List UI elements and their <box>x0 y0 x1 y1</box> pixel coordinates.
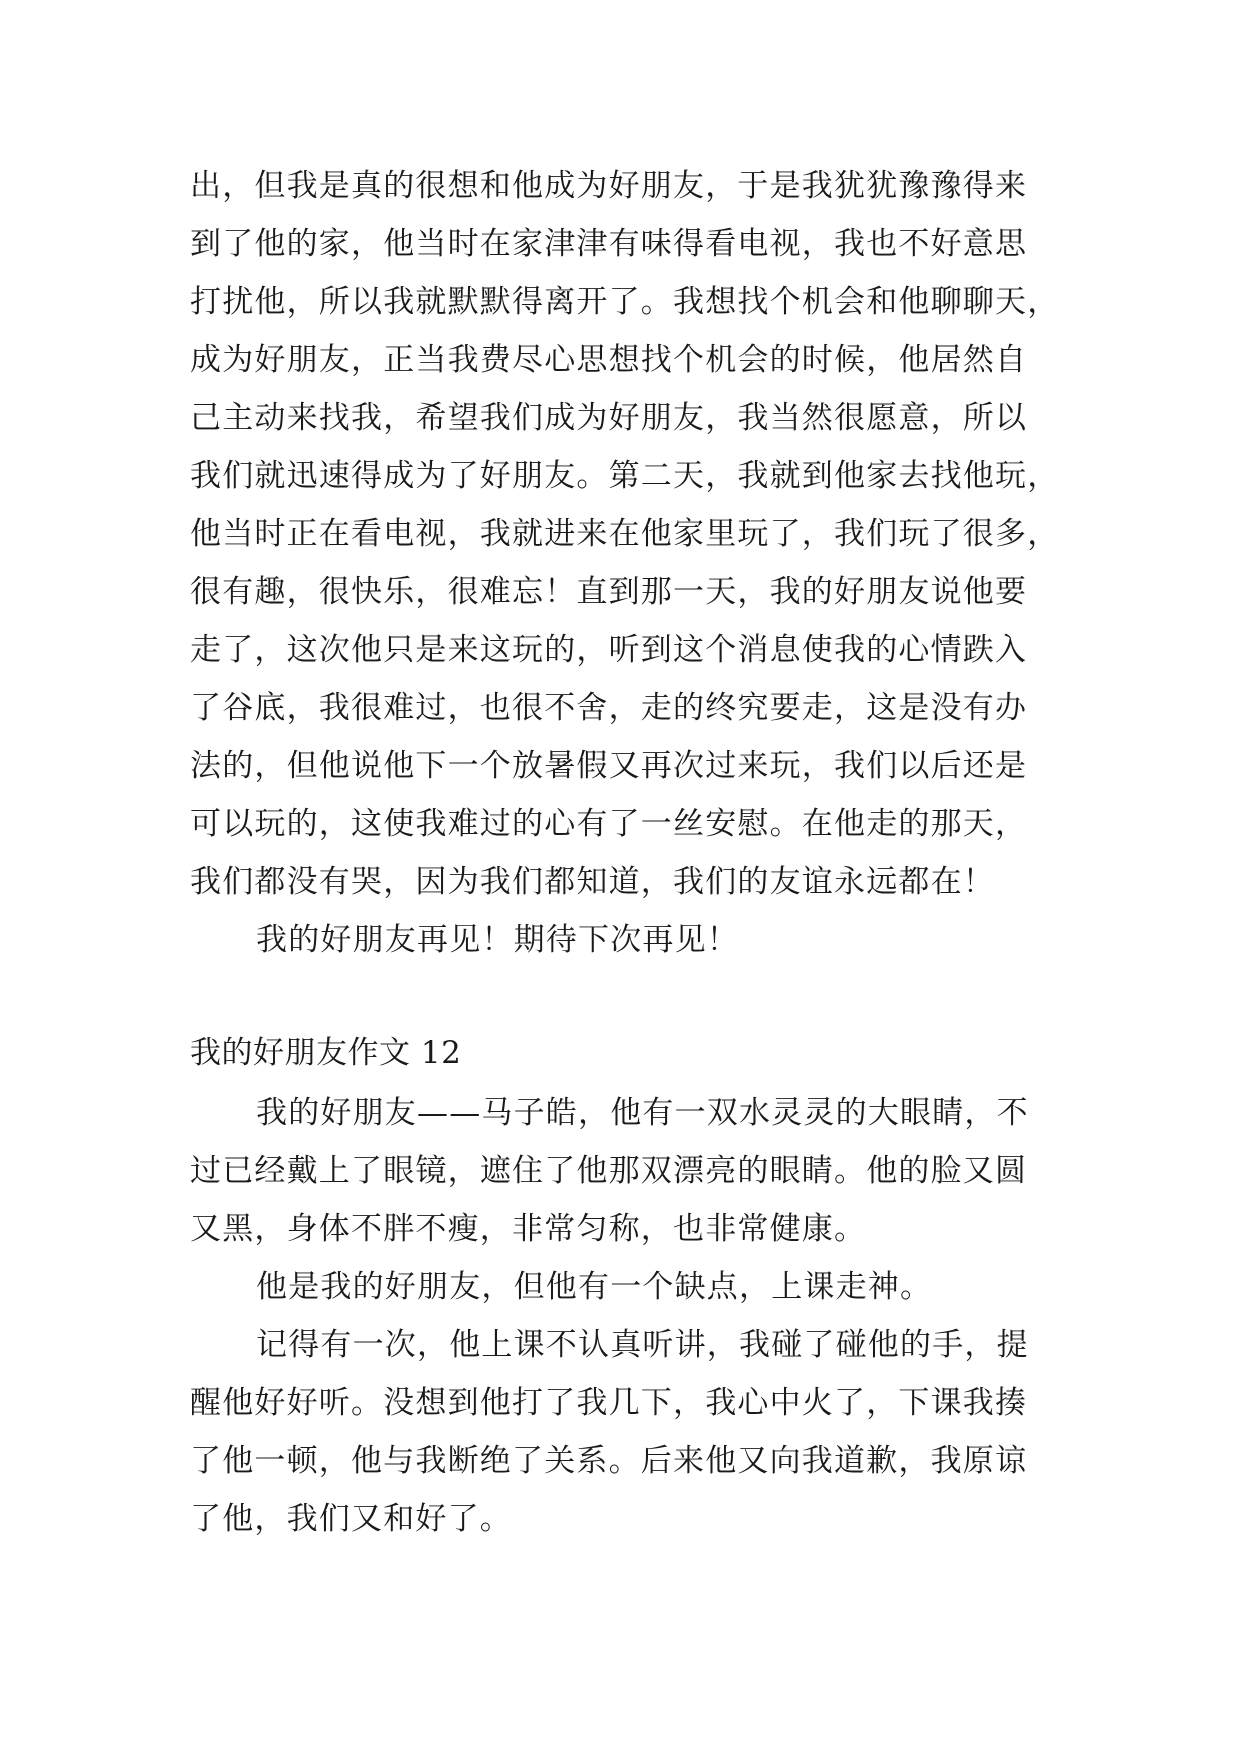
paragraph-line: 我们就迅速得成为了好朋友。第二天，我就到他家去找他玩， <box>190 458 1060 494</box>
paragraph-line: 很有趣，很快乐，很难忘！直到那一天，我的好朋友说他要 <box>190 574 1028 610</box>
paragraph-line: 了谷底，我很难过，也很不舍，走的终究要走，这是没有办 <box>190 690 1028 726</box>
paragraph-line: 记得有一次，他上课不认真听讲，我碰了碰他的手，提 <box>256 1327 1029 1363</box>
paragraph-line: 成为好朋友，正当我费尽心思想找个机会的时候，他居然自 <box>190 342 1028 378</box>
paragraph-line: 过已经戴上了眼镜，遮住了他那双漂亮的眼睛。他的脸又圆 <box>190 1153 1028 1189</box>
paragraph-line: 醒他好好听。没想到他打了我几下，我心中火了，下课我揍 <box>190 1385 1028 1421</box>
paragraph-line: 了他，我们又和好了。 <box>190 1501 512 1537</box>
paragraph-line: 可以玩的，这使我难过的心有了一丝安慰。在他走的那天， <box>190 806 1028 842</box>
paragraph-line: 又黑，身体不胖不瘦，非常匀称，也非常健康。 <box>190 1211 867 1247</box>
paragraph-line: 法的，但他说他下一个放暑假又再次过来玩，我们以后还是 <box>190 748 1028 784</box>
paragraph-line: 己主动来找我，希望我们成为好朋友，我当然很愿意，所以 <box>190 400 1028 436</box>
essay-title: 我的好朋友作文 12 <box>190 1035 462 1071</box>
paragraph-line: 打扰他，所以我就默默得离开了。我想找个机会和他聊聊天， <box>190 284 1060 320</box>
paragraph-line: 走了，这次他只是来这玩的，听到这个消息使我的心情跌入 <box>190 632 1028 668</box>
closing-line: 我的好朋友再见！期待下次再见！ <box>256 922 739 958</box>
paragraph-line: 我们都没有哭，因为我们都知道，我们的友谊永远都在！ <box>190 864 995 900</box>
paragraph-line: 到了他的家，他当时在家津津有味得看电视，我也不好意思 <box>190 226 1028 262</box>
paragraph-line: 了他一顿，他与我断绝了关系。后来他又向我道歉，我原谅 <box>190 1443 1028 1479</box>
paragraph-line: 他是我的好朋友，但他有一个缺点，上课走神。 <box>256 1269 933 1305</box>
paragraph-line: 他当时正在看电视，我就进来在他家里玩了，我们玩了很多， <box>190 516 1060 552</box>
paragraph-line: 我的好朋友——马子皓，他有一双水灵灵的大眼睛，不 <box>256 1095 1029 1131</box>
paragraph-line: 出，但我是真的很想和他成为好朋友，于是我犹犹豫豫得来 <box>190 168 1028 204</box>
